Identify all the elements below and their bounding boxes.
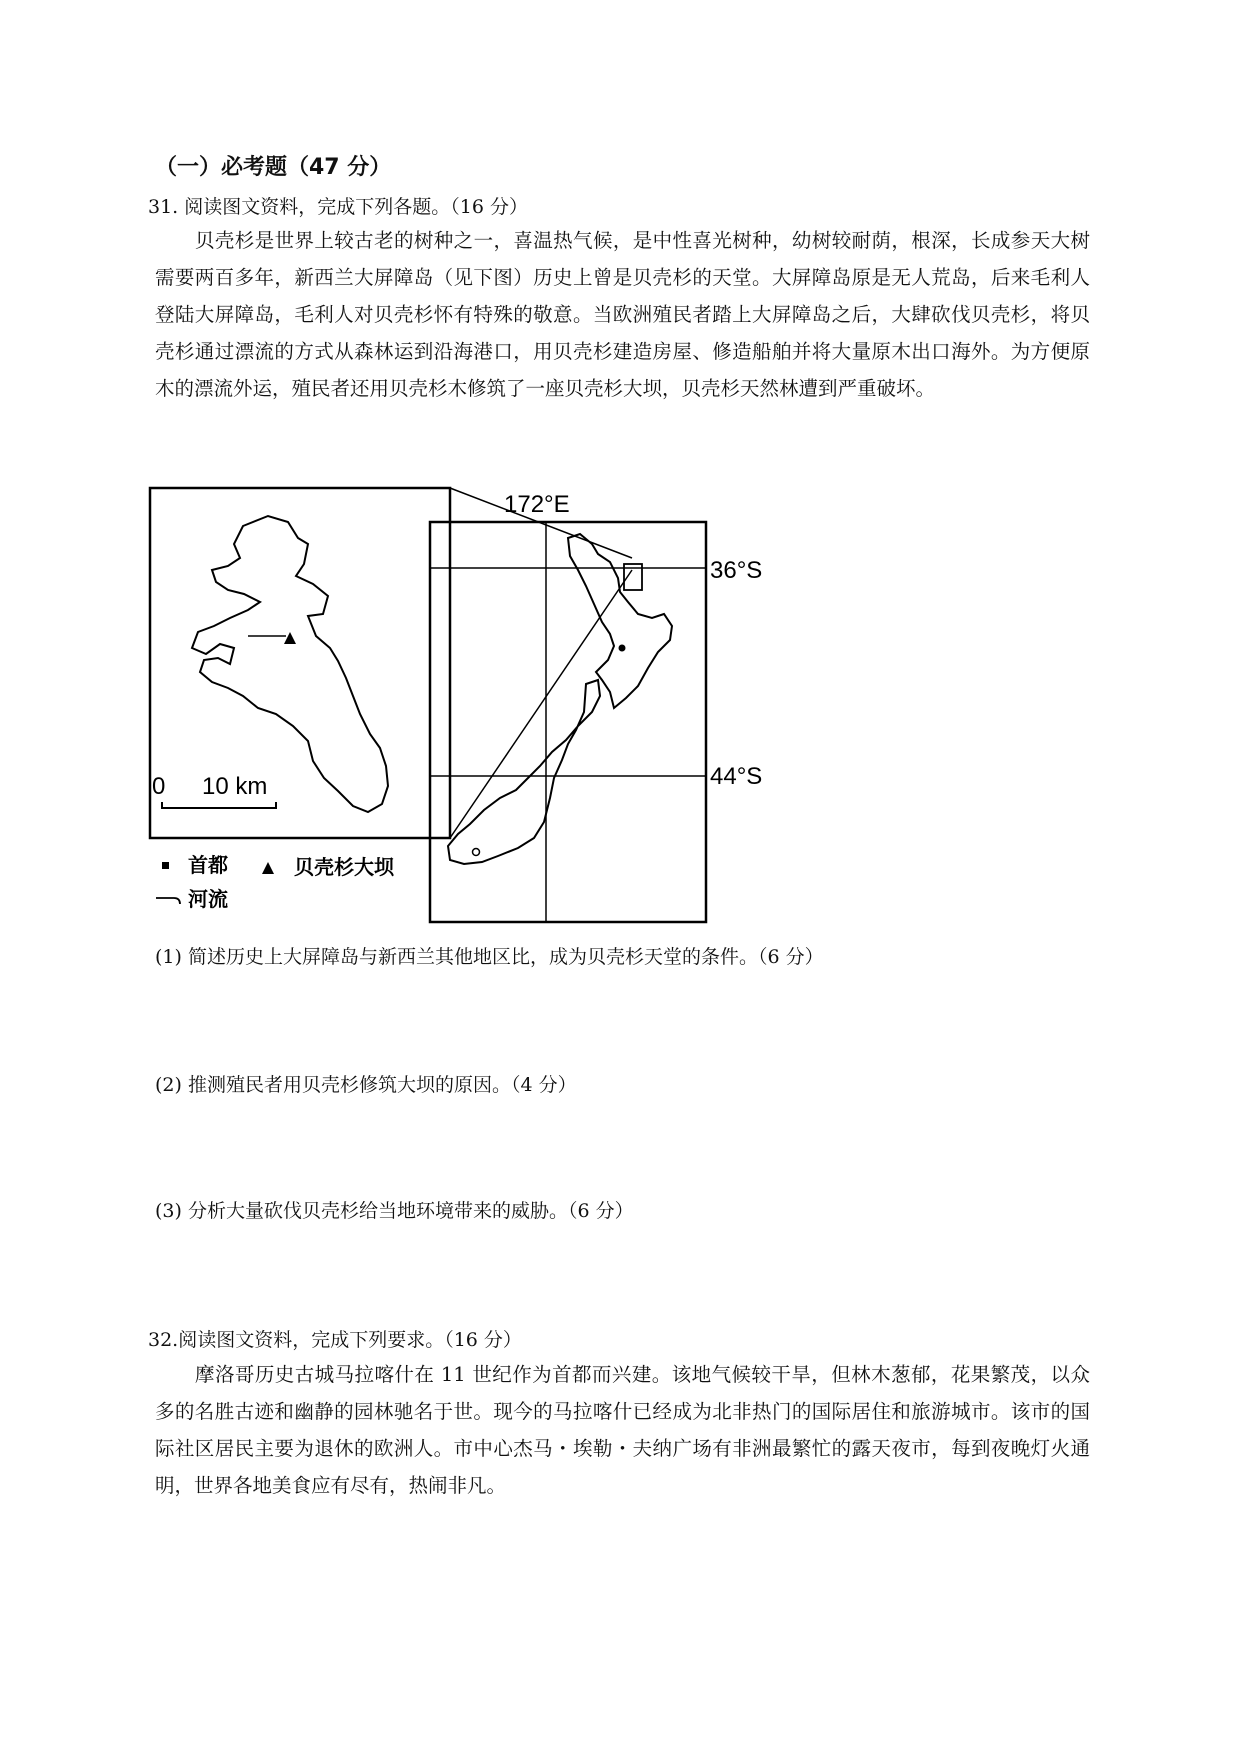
question-31-2: (2) 推测殖民者用贝壳杉修筑大坝的原因。（4 分）: [155, 1074, 577, 1096]
section-title: （一）必考题（47 分）: [155, 155, 392, 180]
inset-map-frame: [150, 488, 450, 838]
scale-bar: [162, 802, 276, 808]
legend-river-label: 河流: [188, 889, 228, 911]
main-map-frame: [430, 522, 706, 922]
question-32-passage: 摩洛哥历史古城马拉喀什在 11 世纪作为首都而兴建。该地气候较干旱，但林木葱郁，花果繁茂，以众多的名胜古迹和幽静的园林驰名于世。现今的马拉喀什已经成为北非热门的国际居住和旅游城市。该市的国际社区居民主要为退休的欧洲人。市中心杰马・埃勒・夫纳广场有非洲最繁忙的露天夜市，每到夜晚灯火通明，世界各地美食应有尽有，热闹非凡。: [155, 1363, 1090, 1497]
legend-river-icon: [156, 898, 180, 904]
question-31-passage: 贝壳杉是世界上较古老的树种之一，喜温热气候，是中性喜光树种，幼树较耐荫，根深，长成参天大树需要两百多年，新西兰大屏障岛（见下图）历史上曾是贝壳杉的天堂。大屏障岛原是无人荒岛，后来毛利人登陆大屏障岛，毛利人对贝壳杉怀有特殊的敬意。当欧洲殖民者踏上大屏障岛之后，大肆砍伐贝壳杉，将贝壳杉通过漂流的方式从森林运到沿海港口，用贝壳杉建造房屋、修造船舶并将大量原木出口海外。为方便原木的漂流外运，殖民者还用贝壳杉木修筑了一座贝壳杉大坝，贝壳杉天然林遭到严重破坏。: [155, 229, 1090, 400]
small-island-marker: [473, 849, 480, 856]
latitude-44-label: 44°S: [710, 763, 763, 790]
legend-capital-label: 首都: [188, 855, 228, 877]
scale-label: 10 km: [202, 773, 268, 800]
connector-line-bottom: [450, 570, 632, 838]
question-32-heading: 32.阅读图文资料，完成下列要求。（16 分）: [148, 1329, 522, 1351]
north-island-outline: [568, 534, 672, 708]
question-31-1: (1) 简述历史上大屏障岛与新西兰其他地区比，成为贝壳杉天堂的条件。（6 分）: [155, 946, 824, 968]
question-31-3: (3) 分析大量砍伐贝壳杉给当地环境带来的威胁。（6 分）: [155, 1200, 634, 1222]
inset-dam-marker: [284, 632, 296, 644]
capital-marker: [619, 645, 626, 652]
south-island-outline: [448, 680, 600, 864]
legend-capital-icon: [162, 862, 169, 869]
latitude-36-label: 36°S: [710, 557, 763, 584]
question-31-heading: 31. 阅读图文资料，完成下列各题。（16 分）: [148, 196, 528, 218]
new-zealand-map-figure: [148, 486, 898, 926]
great-barrier-island-outline: [192, 516, 388, 812]
legend-dam-icon: [262, 862, 274, 874]
longitude-label: 172°E: [504, 491, 570, 518]
scale-zero: 0: [152, 773, 166, 800]
legend-dam-label: 贝壳杉大坝: [294, 857, 394, 879]
